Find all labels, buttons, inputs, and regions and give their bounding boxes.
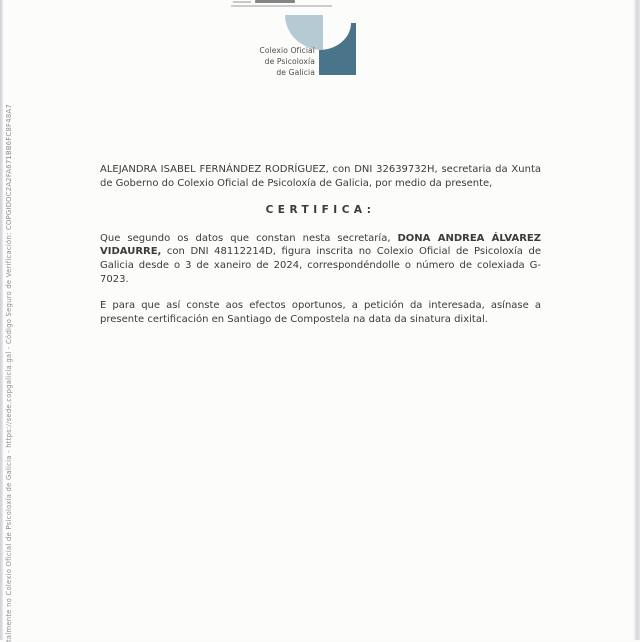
verification-sidebar-text: talmente no Colexio Oficial de Psicoloxía de Galicia - https://sede.copgalicia.gal - Código Seguro de Verificación: COPGIDOC2A2FA671BB6FC8F48A7 [5,104,13,642]
member-name: DONA ANDREA ÁLVAREZ VIDAURRE, [100,233,541,258]
cropped-stamp-fragment [231,0,332,7]
certifica-heading: CERTIFICA: [100,204,541,218]
certification-text-before: Que segundo os datos que constan nesta secretaría, [100,233,398,244]
page-edge-right [633,0,640,640]
logo-org-name [228,45,315,79]
certification-text-after: con DNI 48112214D, figura inscrita no Colexio Oficial de Psicoloxía de Galicia desde o 3 de xaneiro de 2024, correspondéndolle o número de colexiada G-7023. [100,246,541,284]
stamp-smudge [255,0,295,3]
stamp-speckle [233,1,251,3]
certification-paragraph [100,232,541,286]
logo-org-name-line2: de Psicoloxía [228,56,315,67]
page-edge-left [0,0,3,640]
logo-org-name-line3: de Galicia [228,67,315,78]
issuer-paragraph: ALEJANDRA ISABEL FERNÁNDEZ RODRÍGUEZ, con DNI 32639732H, secretaria da Xunta de Goberno do Colexio Oficial de Psicoloxía de Galicia, por medio da presente, [100,163,541,190]
certificate-body [100,163,541,339]
closing-paragraph: E para que así conste aos efectos oportunos, a petición da interesada, asínase a presente certificación en Santiago de Compostela na data da sinatura dixital. [100,299,541,326]
logo-dark-shape [319,23,356,75]
logo-org-name-line1: Colexio Oficial [228,45,315,56]
